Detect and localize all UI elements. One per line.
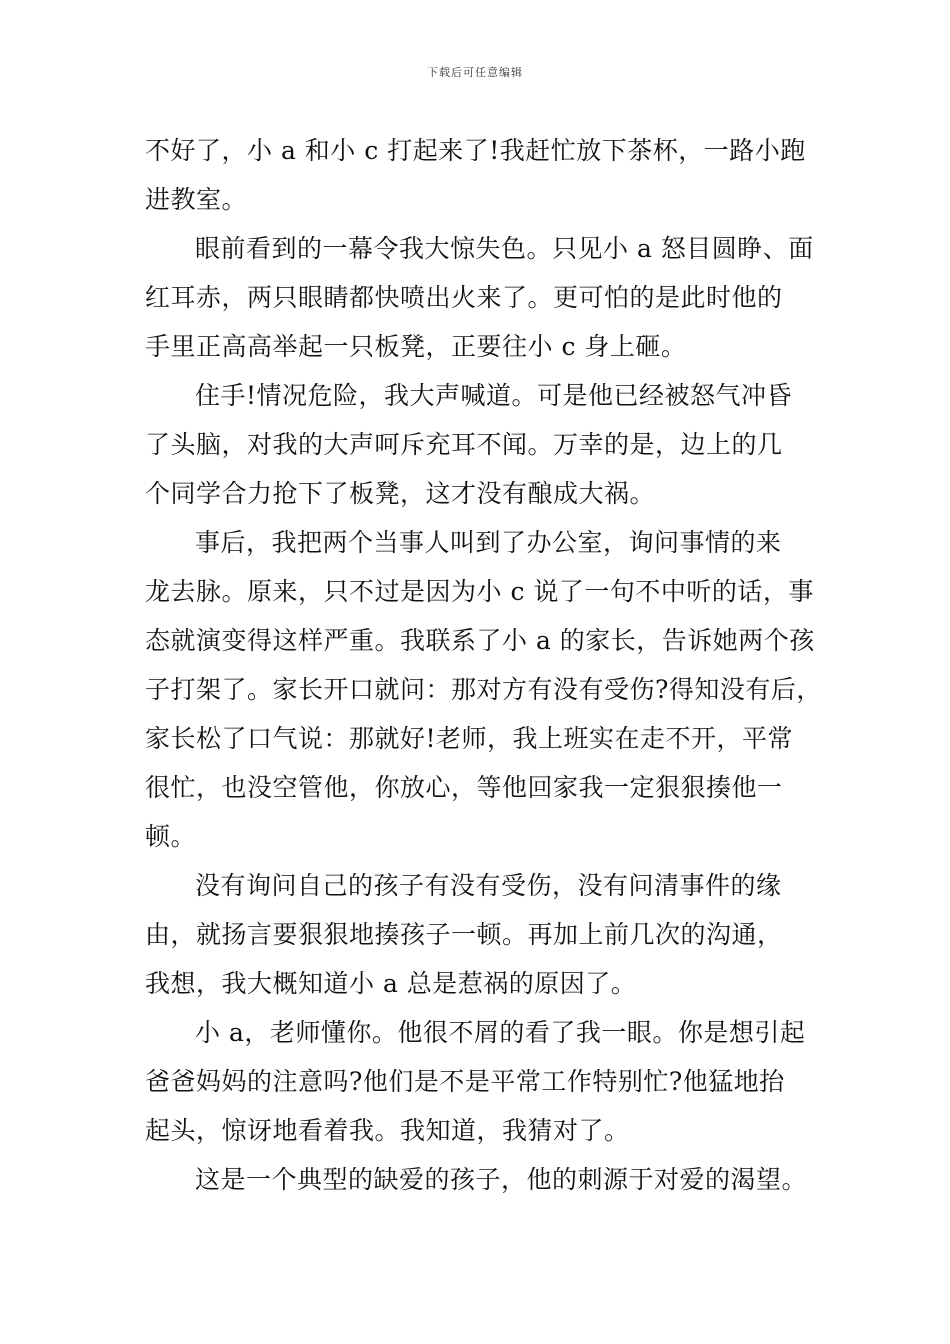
text-line: 住手!情况危险，我大声喊道。可是他已经被怒气冲昏 [195,381,793,410]
text-line: 我想，我大概知道小 a 总是惹祸的原因了。 [145,969,637,998]
text-line: 顿。 [145,822,197,851]
text-line: 红耳赤，两只眼睛都快喷出火来了。更可怕的是此时他的 [145,283,783,312]
text-line: 了头脑，对我的大声呵斥充耳不闻。万幸的是，边上的几 [145,430,783,459]
text-line: 眼前看到的一幕令我大惊失色。只见小 a 怒目圆睁、面 [195,234,814,263]
text-line: 态就演变得这样严重。我联系了小 a 的家长，告诉她两个孩 [145,626,815,655]
text-line: 爸爸妈妈的注意吗?他们是不是平常工作特别忙?他猛地抬 [145,1067,785,1096]
text-line: 起头，惊讶地看着我。我知道，我猜对了。 [145,1116,630,1145]
text-line: 手里正高高举起一只板凳，正要往小 c 身上砸。 [145,332,687,361]
text-line: 子打架了。家长开口就问：那对方有没有受伤?得知没有后， [145,675,822,704]
text-line: 没有询问自己的孩子有没有受伤，没有问清事件的缘 [195,871,782,900]
text-line: 家长松了口气说：那就好!老师，我上班实在走不开，平常 [145,724,794,753]
text-line: 龙去脉。原来，只不过是因为小 c 说了一句不中听的话，事 [145,577,814,606]
text-line: 进教室。 [145,185,248,214]
text-line: 由，就扬言要狠狠地揍孩子一顿。再加上前几次的沟通， [145,920,783,949]
text-line: 个同学合力抢下了板凳，这才没有酿成大祸。 [145,479,656,508]
text-line: 不好了，小 a 和小 c 打起来了!我赶忙放下茶杯，一路小跑 [145,136,806,165]
text-line: 很忙，也没空管他，你放心，等他回家我一定狠狠揍他一 [145,773,783,802]
body-text [145,126,825,1204]
text-line: 事后，我把两个当事人叫到了办公室，询问事情的来 [195,528,782,557]
page-header: 下载后可任意编辑 [427,66,523,79]
text-line: 小 a，老师懂你。他很不屑的看了我一眼。你是想引起 [195,1018,806,1047]
text-line: 这是一个典型的缺爱的孩子，他的刺源于对爱的渴望。 [195,1165,808,1194]
